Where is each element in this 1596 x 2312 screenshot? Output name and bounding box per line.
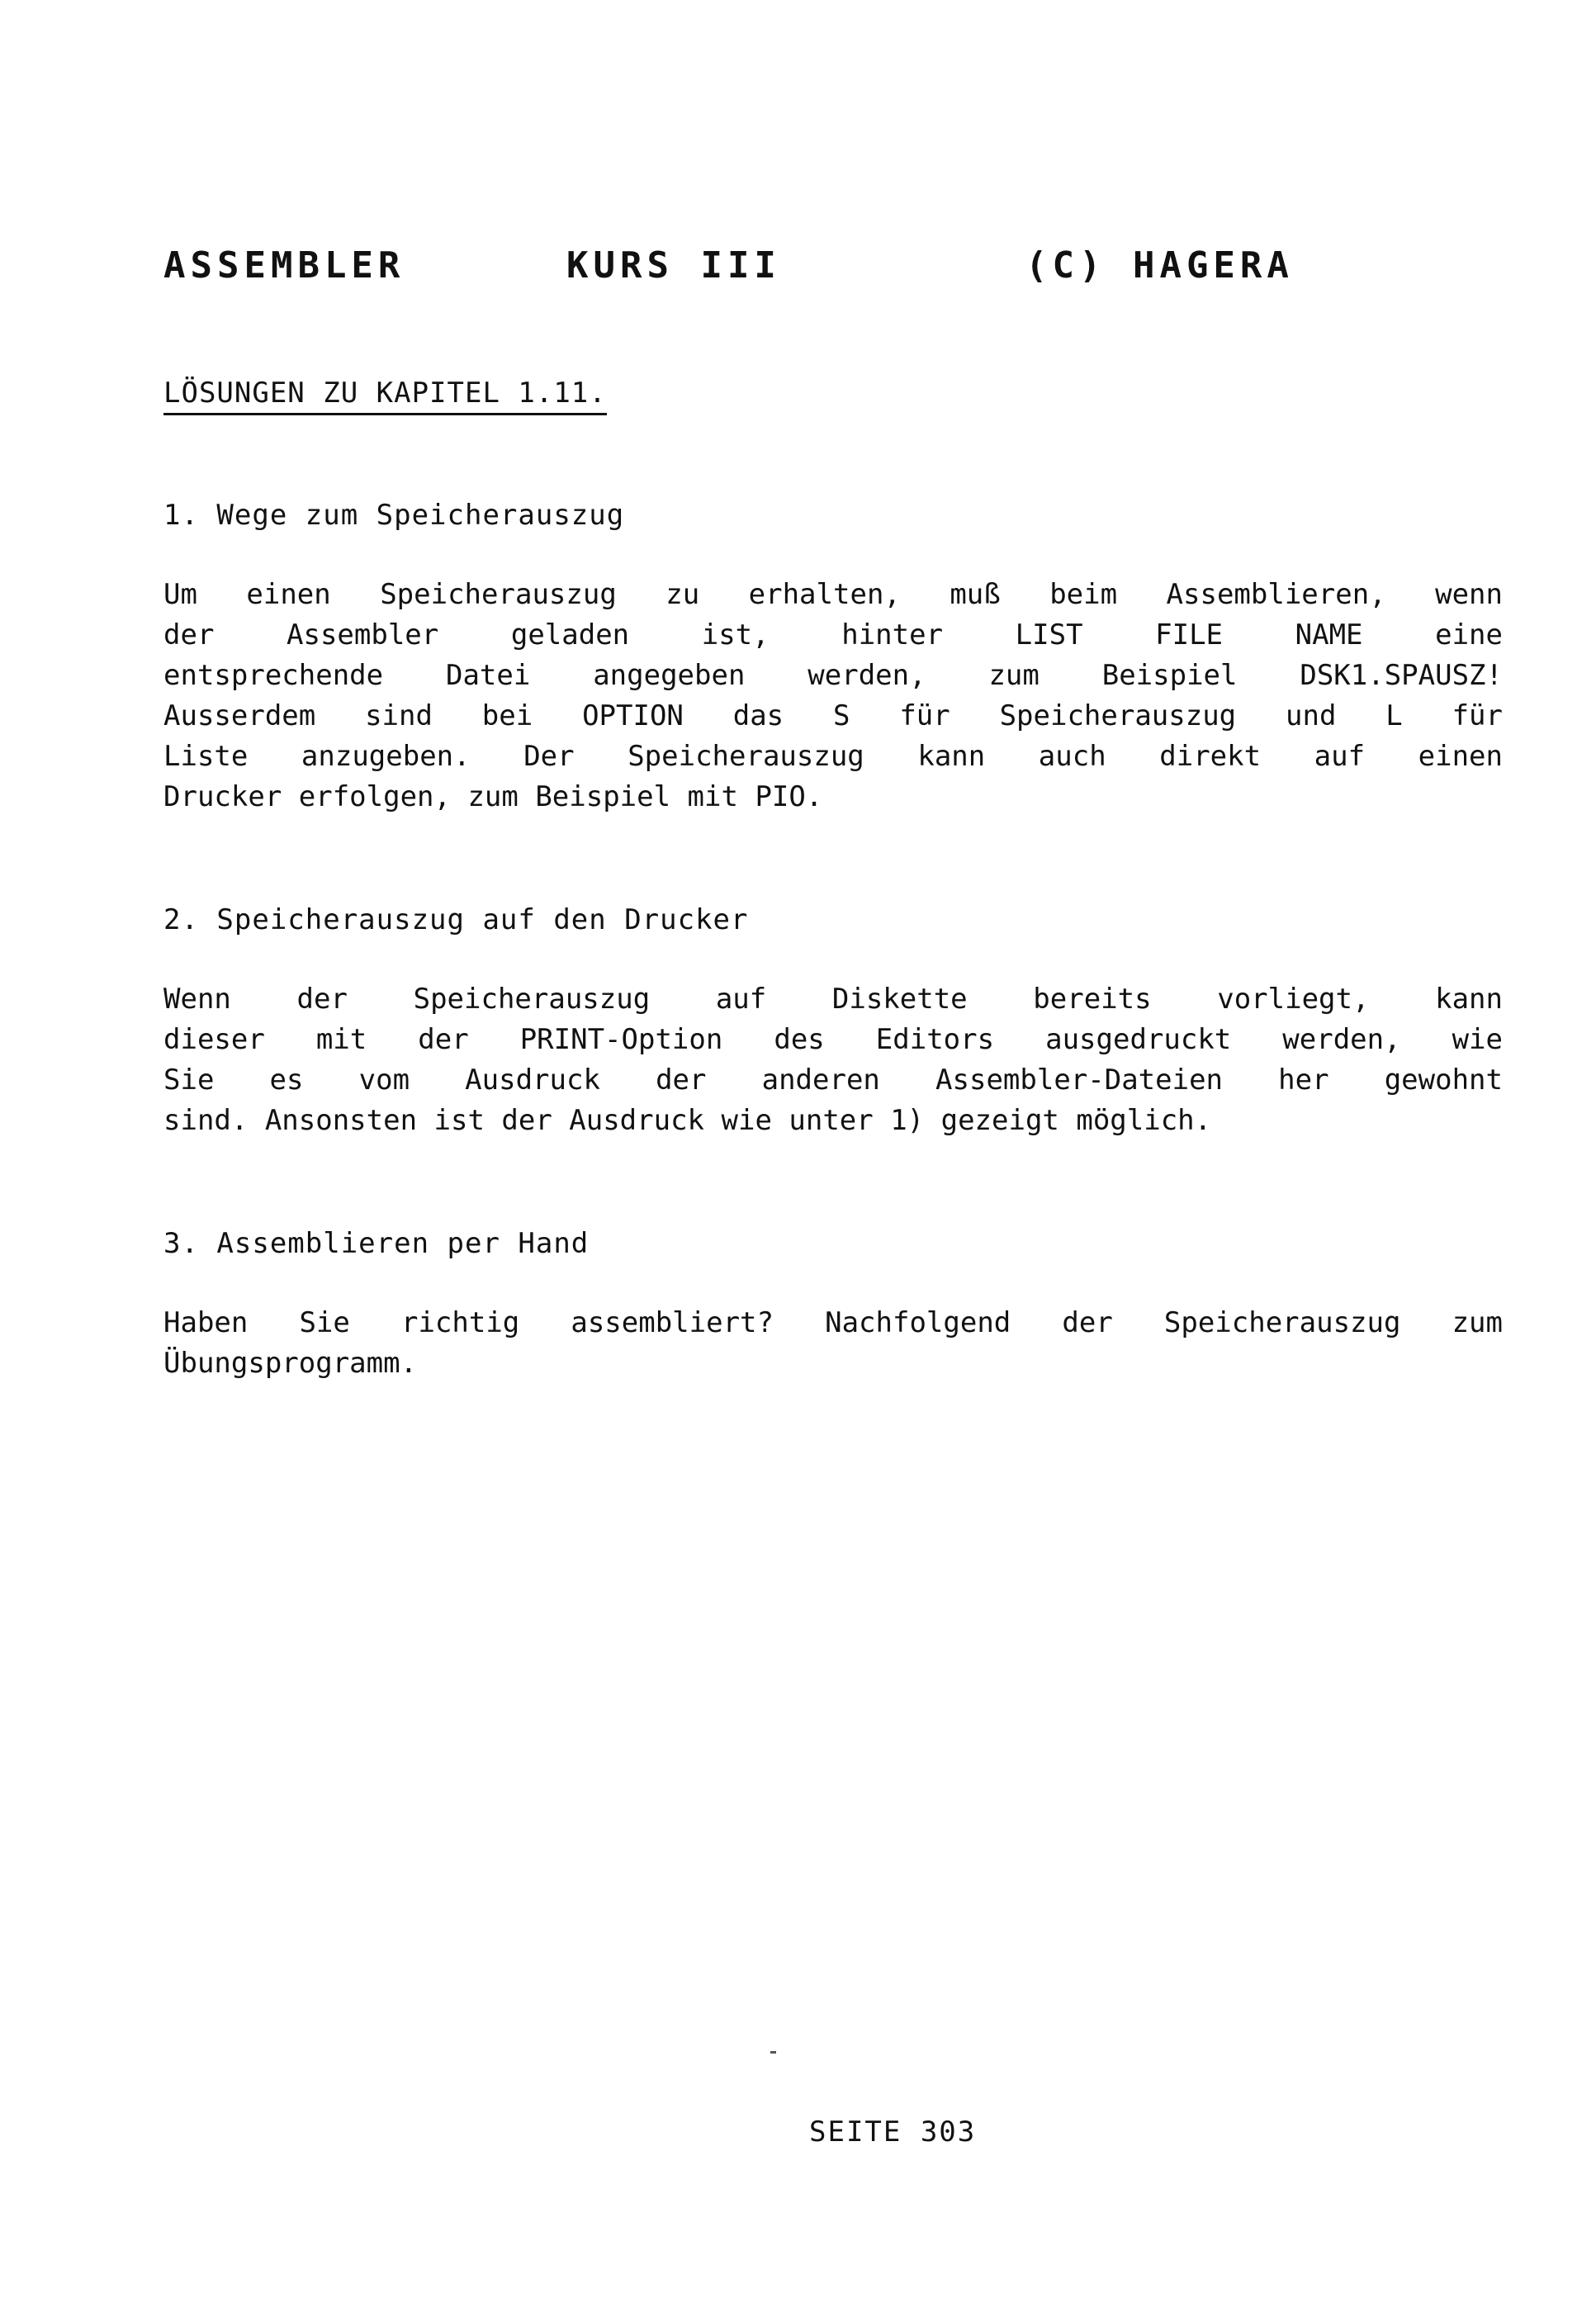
body-line: Liste anzugeben. Der Speicherauszug kann auch direkt auf einen <box>163 740 1503 773</box>
body-line: dieser mit der PRINT-Option des Editors ausgedruckt werden, wie <box>163 1023 1503 1056</box>
scan-speck <box>770 2051 776 2054</box>
header-copyright: (C) HAGERA <box>1025 244 1294 287</box>
body-line: der Assembler geladen ist, hinter LIST FILE NAME eine <box>163 618 1503 651</box>
body-line: sind. Ansonsten ist der Ausdruck wie unter 1) gezeigt möglich. <box>163 1104 1212 1137</box>
body-line: Sie es vom Ausdruck der anderen Assembler-Dateien her gewohnt <box>163 1064 1503 1097</box>
body-line: Ausserdem sind bei OPTION das S für Speicherauszug und L für <box>163 699 1503 732</box>
header-course: KURS III <box>566 244 781 287</box>
section-body-3 <box>163 1303 1503 1384</box>
header-title: ASSEMBLER <box>163 244 405 287</box>
page-number: SEITE 303 <box>809 2115 977 2149</box>
section-body-1 <box>163 575 1503 817</box>
body-line: Um einen Speicherauszug zu erhalten, muß beim Assemblieren, wenn <box>163 578 1503 611</box>
page-header <box>163 244 1435 297</box>
section-title-3: 3. Assemblieren per Hand <box>163 1227 590 1260</box>
body-line: Drucker erfolgen, zum Beispiel mit PIO. <box>163 780 823 813</box>
section-title-2: 2. Speicherauszug auf den Drucker <box>163 903 749 936</box>
body-line: Übungsprogramm. <box>163 1347 418 1380</box>
body-line: entsprechende Datei angegeben werden, zum Beispiel DSK1.SPAUSZ! <box>163 659 1503 692</box>
body-line: Wenn der Speicherauszug auf Diskette bereits vorliegt, kann <box>163 983 1503 1016</box>
chapter-heading: LÖSUNGEN ZU KAPITEL 1.11. <box>163 377 607 415</box>
section-title-1: 1. Wege zum Speicherauszug <box>163 499 625 532</box>
section-body-2 <box>163 979 1503 1141</box>
body-line: Haben Sie richtig assembliert? Nachfolgend der Speicherauszug zum <box>163 1306 1503 1339</box>
